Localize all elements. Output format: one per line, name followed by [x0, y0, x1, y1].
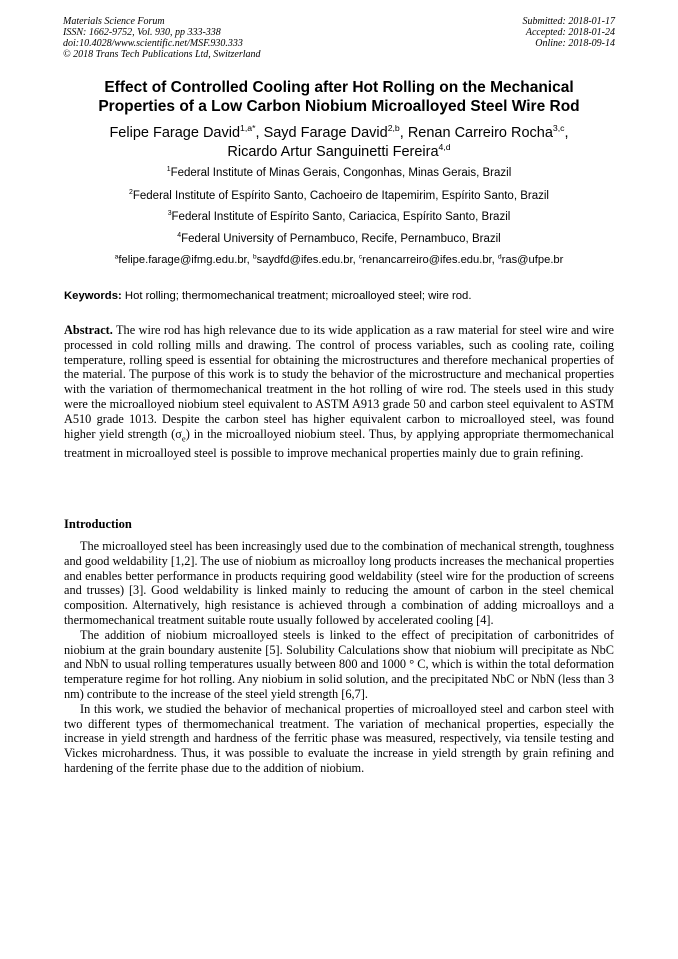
paper-title: [60, 78, 618, 116]
date-accepted: Accepted: 2018-01-24: [525, 27, 615, 38]
abstract: [64, 323, 614, 461]
journal-issn: ISSN: 1662-9752, Vol. 930, pp 333-338: [63, 27, 221, 38]
abstract-text: The wire rod has high relevance due to its wide application as a raw material for steel wire and wire processed in cold rolling mills and drawing. The control of process variables, such as cooling rate, coiling temperature, rolling speed is essential for obtaining the microstructures and therefore mechanical properties of the material. The purpose of this work is to study the behavior of the microstructure and mechanical properties with the variation of thermomechanical treatment in the hot rolling of wire rod. The steels used in this study were the microalloyed niobium steel equivalent to ASTM A913 grade 50 and carbon steel equivalent to ASTM A510 grade 1013. Despite the carbon steel has higher equivalent carbon to microalloyed steel, was found higher yield strength (: [64, 323, 614, 441]
abstract-label: Abstract.: [64, 323, 113, 337]
affiliation: [60, 189, 618, 203]
affiliation-number: 2: [129, 189, 133, 197]
author-separator: ,: [399, 125, 408, 141]
author-emails: [60, 253, 618, 267]
title-line-1: Effect of Controlled Cooling after Hot Rolling on the Mechanical: [104, 79, 574, 96]
email-link[interactable]: felipe.farage@ifmg.edu.br,: [118, 254, 253, 266]
authors-line-1: [60, 124, 618, 143]
journal-info: [63, 16, 261, 60]
affiliation-number: 1: [166, 166, 171, 174]
email-mark: b: [252, 253, 257, 261]
keywords-text: Hot rolling; thermomechanical treatment; microalloyed steel; wire rod.: [121, 290, 472, 302]
email-link[interactable]: ras@ufpe.br: [501, 254, 564, 266]
abstract-text-continued: ) in the microalloyed niobium steel. Thus, by applying appropriate thermomechanical treatment in microalloyed steel is possible to improve mechanical properties mainly due to grain refining.: [64, 426, 615, 460]
journal-name: Materials Science Forum: [63, 16, 165, 27]
affiliation: [60, 166, 618, 180]
date-submitted: Submitted: 2018-01-17: [522, 16, 615, 27]
keywords: [64, 289, 616, 303]
email-mark: c: [358, 253, 363, 261]
keywords-label: Keywords:: [64, 290, 122, 302]
author-name: Felipe Farage David: [109, 125, 241, 141]
author-name: Renan Carreiro Rocha: [407, 125, 553, 141]
author-affiliation-mark: 1,a*: [240, 123, 256, 134]
affiliation-text: Federal Institute of Minas Gerais, Congonhas, Minas Gerais, Brazil: [170, 167, 512, 179]
author-affiliation-mark: 3,c: [552, 123, 565, 134]
affiliation: [60, 232, 618, 246]
title-line-2: Properties of a Low Carbon Niobium Microalloyed Steel Wire Rod: [98, 98, 580, 115]
author-affiliation-mark: 2,b: [387, 123, 400, 134]
paragraph: In this work, we studied the behavior of mechanical properties of microalloyed steel and carbon steel with two different types of thermomechanical treatment. The variation of mechanical properties, especially the increase in yield strength and hardness of the ferritic phase was measured, respectively, via tensile testing and Vickes microhardness. Thus, it was possible to evaluate the increase in yield strength by grain refining and hardening of the ferrite phase due to the addition of niobium.: [64, 701, 614, 775]
paragraph: The addition of niobium microalloyed steels is linked to the effect of precipitation of carbonitrides of niobium at the grain boundary austenite [5]. Solubility Calculations show that niobium will precipitate as NbC and NbN to usual rolling temperatures usually between 800 and 1000 ° C, which is within the total deformation temperature regime for hot rolling. Any niobium in solid solution, and the precipitated NbC or NbN (less than 3 nm) contribute to the increase of the steel yield strength [6,7].: [64, 627, 614, 701]
author-affiliation-mark: 4,d: [438, 142, 451, 153]
affiliation-text: Federal Institute of Espírito Santo, Cachoeiro de Itapemirim, Espírito Santo, Brazil: [132, 190, 549, 202]
introduction-body: [64, 539, 614, 776]
paragraph: The microalloyed steel has been increasingly used due to the combination of mechanical strength, toughness and good weldability [1,2]. The use of niobium as microalloy long products increases the mechanical properties and enables better performance in products requiring good weldability (steel wire for the production of screens and trusses) [3]. Good weldability is linked mainly to reducing the amount of carbon in the steel chemical composition. Alternatively, high resistance is achieved through a combination of adding microalloys and a thermomechanical treatment suitable route usually followed by accelerated cooling [4].: [64, 539, 614, 627]
author-name: Sayd Farage David: [263, 125, 388, 141]
email-link[interactable]: saydfd@ifes.edu.br,: [256, 254, 359, 266]
sigma-subscript: e: [181, 433, 186, 444]
affiliation-text: Federal University of Pernambuco, Recife, Pernambuco, Brazil: [181, 233, 501, 245]
journal-copyright: © 2018 Trans Tech Publications Ltd, Switzerland: [63, 49, 261, 60]
affiliation-number: 4: [177, 232, 182, 240]
email-link[interactable]: renancarreiro@ifes.edu.br,: [362, 254, 498, 266]
author-separator: ,: [255, 125, 264, 141]
date-online: Online: 2018-09-14: [535, 38, 615, 49]
email-mark: a: [114, 253, 119, 261]
affiliation: [60, 210, 618, 224]
email-mark: d: [497, 253, 502, 261]
section-heading-introduction: Introduction: [64, 517, 132, 531]
author-list: [60, 124, 618, 162]
author-name: Ricardo Artur Sanguinetti Fereira: [227, 144, 439, 160]
author-separator: ,: [564, 125, 569, 141]
authors-line-2: [60, 143, 618, 162]
submission-dates: [523, 16, 616, 49]
affiliation-number: 3: [167, 210, 172, 218]
sigma-symbol: σ: [175, 426, 182, 441]
affiliation-text: Federal Institute of Espírito Santo, Cariacica, Espírito Santo, Brazil: [171, 211, 511, 223]
journal-doi: doi:10.4028/www.scientific.net/MSF.930.333: [63, 38, 243, 49]
